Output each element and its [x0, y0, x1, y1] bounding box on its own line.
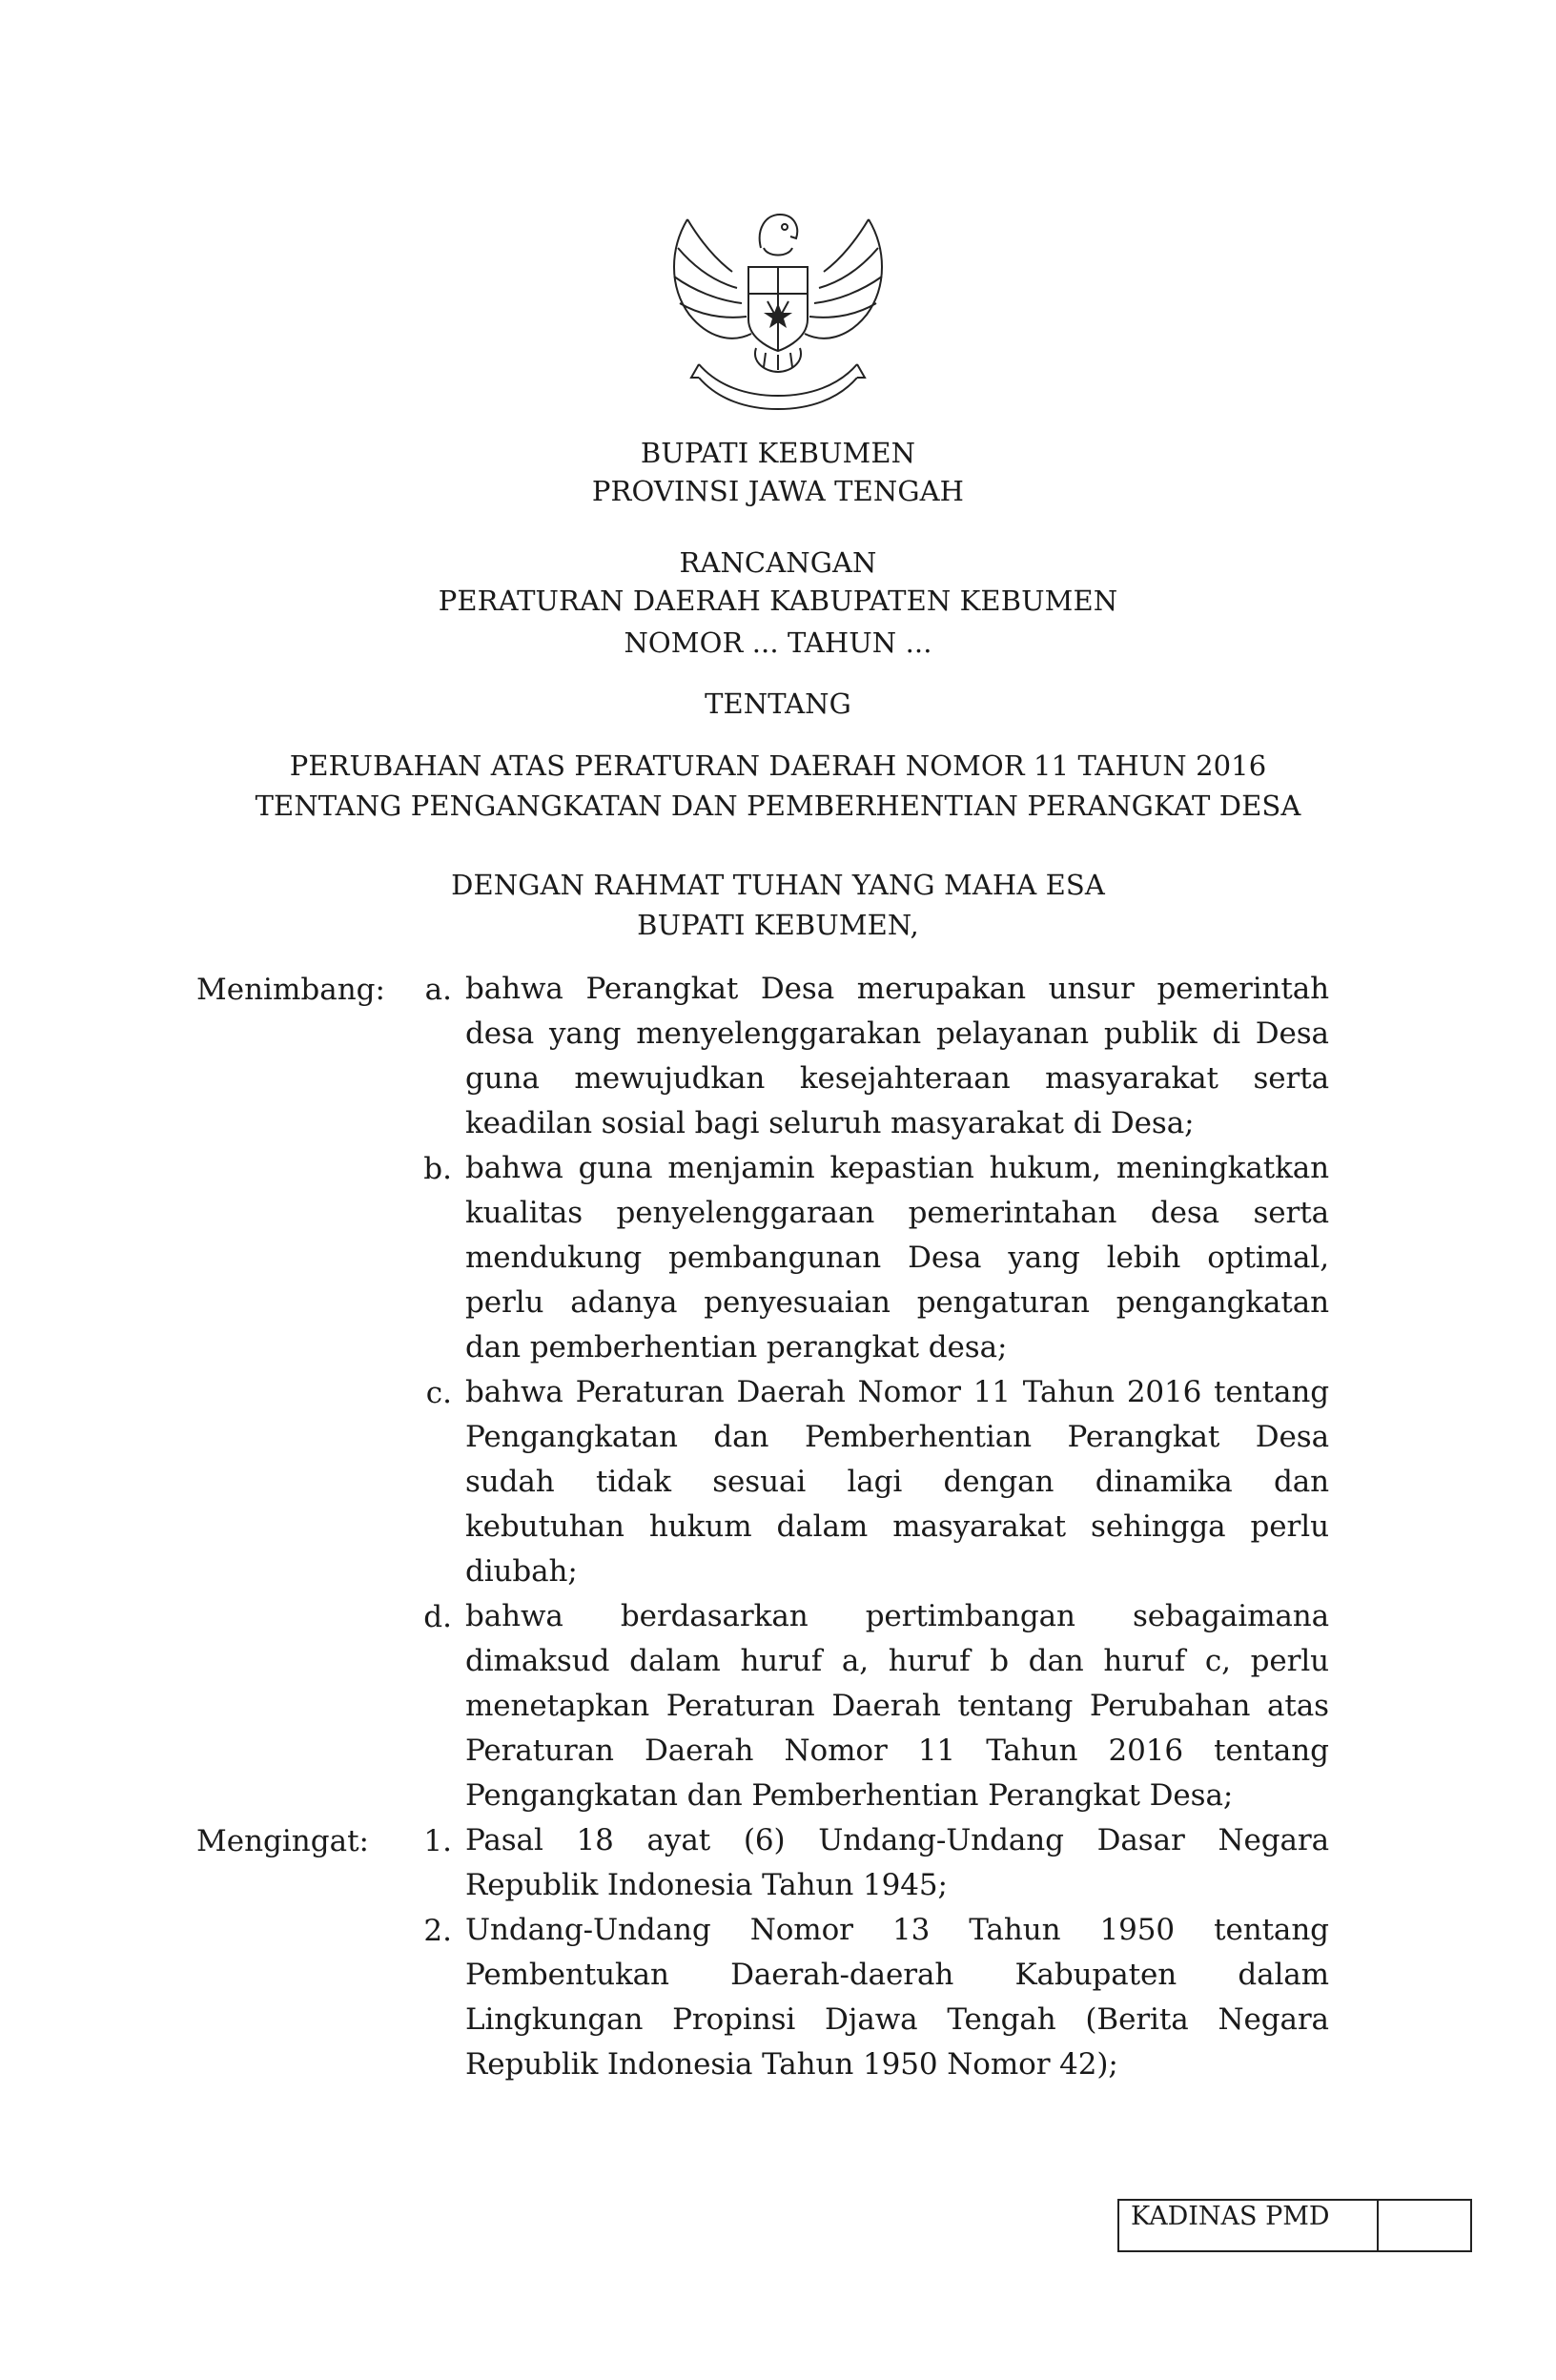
- word: yang: [549, 1016, 622, 1051]
- word: pemerintah: [1157, 972, 1329, 1006]
- word: Tahun: [969, 1913, 1061, 1947]
- word: tentang: [1214, 1734, 1329, 1768]
- text-line: [465, 1146, 1329, 1191]
- word: b: [990, 1644, 1009, 1678]
- word: kesejahteraan: [799, 1061, 1011, 1096]
- word: sesuai: [712, 1465, 807, 1499]
- word: dalam: [776, 1509, 869, 1544]
- word: Tengah: [947, 2002, 1056, 2037]
- text-line: [465, 1684, 1329, 1729]
- word: sehingga: [1091, 1509, 1226, 1544]
- word: meningkatkan: [1116, 1151, 1329, 1185]
- word: hukum: [648, 1509, 752, 1544]
- word: penyesuaian: [704, 1285, 891, 1320]
- word: dan: [1273, 1465, 1329, 1499]
- text-line: [465, 1236, 1329, 1281]
- word: Lingkungan: [465, 2002, 644, 2037]
- word: masyarakat: [1045, 1061, 1218, 1096]
- legal-basis-1: [465, 1818, 1329, 1908]
- word: pembangunan: [668, 1241, 882, 1275]
- word: tentang: [957, 1689, 1074, 1723]
- subject-line-2: TENTANG PENGANGKATAN DAN PEMBERHENTIAN PERANGKAT DESA: [255, 790, 1301, 822]
- word: Perangkat: [1067, 1420, 1220, 1454]
- text-line: [465, 1370, 1329, 1415]
- word: dalam: [629, 1644, 721, 1678]
- word: merupakan: [856, 972, 1026, 1006]
- subject-line-1: PERUBAHAN ATAS PERATURAN DAERAH NOMOR 11 TAHUN 2016: [289, 749, 1267, 782]
- approval-box: [1117, 2199, 1472, 2252]
- text-line: [465, 1594, 1329, 1639]
- word: penyelenggaraan: [616, 1196, 875, 1230]
- word: 18: [576, 1823, 614, 1857]
- word: Nomor: [784, 1734, 888, 1768]
- text-line: [465, 1281, 1329, 1325]
- text-line: [465, 1908, 1329, 1953]
- word: ayat: [646, 1823, 711, 1857]
- list-marker: b.: [423, 1152, 452, 1186]
- word: Peraturan: [465, 1734, 614, 1768]
- word: atas: [1267, 1689, 1329, 1723]
- word: serta: [1253, 1061, 1329, 1096]
- mengingat-label: Mengingat:: [196, 1824, 370, 1858]
- text-line: [465, 1415, 1329, 1460]
- word: dengan: [943, 1465, 1054, 1499]
- word: Propinsi: [672, 2002, 796, 2037]
- word: Negara: [1218, 1823, 1329, 1857]
- text-line: [465, 1953, 1329, 1998]
- word: perlu: [1250, 1509, 1329, 1544]
- word: Tahun: [986, 1734, 1078, 1768]
- word: huruf: [1103, 1644, 1186, 1678]
- word: pengaturan: [916, 1285, 1090, 1320]
- word: Peraturan: [575, 1375, 725, 1409]
- preamble-line-1: DENGAN RAHMAT TUHAN YANG MAHA ESA: [451, 869, 1105, 901]
- about-label: TENTANG: [705, 687, 851, 720]
- word: menyelenggarakan: [636, 1016, 922, 1051]
- word: bahwa: [465, 1151, 563, 1185]
- approval-box-initial-cell: [1379, 2201, 1470, 2250]
- word: Pengangkatan: [465, 1420, 678, 1454]
- word: guna: [465, 1061, 540, 1096]
- text-line: [465, 1729, 1329, 1774]
- word: kepastian: [829, 1151, 974, 1185]
- menimbang-label: Menimbang:: [196, 973, 385, 1007]
- word: mewujudkan: [574, 1061, 766, 1096]
- word: bahwa: [465, 972, 563, 1006]
- word: hukum,: [989, 1151, 1101, 1185]
- word: desa: [1150, 1196, 1220, 1230]
- garuda-emblem-icon: [661, 181, 895, 414]
- word: sudah: [465, 1465, 555, 1499]
- word: dinamika: [1095, 1465, 1233, 1499]
- word: pengangkatan: [1116, 1285, 1329, 1320]
- word: (Berita: [1085, 2002, 1189, 2037]
- word: Pemberhentian: [804, 1420, 1032, 1454]
- word: Daerah: [645, 1734, 754, 1768]
- word: dalam: [1238, 1958, 1329, 1992]
- word: bahwa: [465, 1375, 563, 1409]
- word: pelayanan: [935, 1016, 1090, 1051]
- text-line: [465, 1998, 1329, 2042]
- word: dan: [1028, 1644, 1084, 1678]
- word: dan: [713, 1420, 769, 1454]
- list-marker: a.: [424, 973, 452, 1007]
- word: sebagaimana: [1132, 1599, 1329, 1633]
- text-line: [465, 1505, 1329, 1549]
- word: Nomor: [749, 1913, 853, 1947]
- word: guna: [578, 1151, 653, 1185]
- word: pemerintahan: [908, 1196, 1117, 1230]
- word: Desa: [908, 1241, 982, 1275]
- word: desa: [465, 1016, 535, 1051]
- text-line: [465, 1818, 1329, 1863]
- word: kualitas: [465, 1196, 584, 1230]
- word: Djawa: [825, 2002, 918, 2037]
- regulation-title: PERATURAN DAERAH KABUPATEN KEBUMEN: [438, 585, 1118, 617]
- word: unsur: [1048, 972, 1135, 1006]
- text-line: [465, 967, 1329, 1012]
- legal-basis-2: [465, 1908, 1329, 2087]
- approval-box-label: KADINAS PMD: [1119, 2201, 1379, 2250]
- text-line: [465, 1057, 1329, 1101]
- word: huruf: [740, 1644, 823, 1678]
- word: adanya: [570, 1285, 678, 1320]
- word: lagi: [847, 1465, 903, 1499]
- word: Desa: [760, 972, 835, 1006]
- word: 1950: [1099, 1913, 1176, 1947]
- word: Tahun: [1022, 1375, 1115, 1409]
- text-line: [465, 1012, 1329, 1057]
- word: di: [1212, 1016, 1240, 1051]
- word: mendukung: [465, 1241, 643, 1275]
- word: 13: [891, 1913, 931, 1947]
- word: menjamin: [667, 1151, 815, 1185]
- word: yang: [1008, 1241, 1080, 1275]
- list-marker: 2.: [423, 1914, 452, 1948]
- word: kebutuhan: [465, 1509, 624, 1544]
- word: Pembentukan: [465, 1958, 669, 1992]
- word: tentang: [1214, 1913, 1329, 1947]
- consideration-d: [465, 1594, 1329, 1818]
- text-line: Republik Indonesia Tahun 1945;: [465, 1868, 948, 1902]
- word: (6): [743, 1823, 786, 1857]
- text-line: Republik Indonesia Tahun 1950 Nomor 42);: [465, 2047, 1118, 2082]
- word: Dasar: [1096, 1823, 1185, 1857]
- text-line: [465, 1460, 1329, 1505]
- word: Perubahan: [1089, 1689, 1251, 1723]
- word: 2016: [1108, 1734, 1183, 1768]
- word: perlu: [1250, 1644, 1329, 1678]
- word: c,: [1204, 1644, 1231, 1678]
- word: Pasal: [465, 1823, 543, 1857]
- word: 2016: [1126, 1375, 1202, 1409]
- word: Desa: [1255, 1016, 1329, 1051]
- word: publik: [1103, 1016, 1198, 1051]
- word: Perangkat: [585, 972, 739, 1006]
- word: Undang-Undang: [465, 1913, 711, 1947]
- word: huruf: [888, 1644, 971, 1678]
- list-marker: 1.: [423, 1824, 452, 1858]
- province-title: PROVINSI JAWA TENGAH: [591, 475, 965, 507]
- word: lebih: [1106, 1241, 1181, 1275]
- word: serta: [1253, 1196, 1329, 1230]
- regulation-number: NOMOR ... TAHUN ...: [624, 626, 932, 659]
- consideration-a: [465, 967, 1329, 1146]
- word: pertimbangan: [865, 1599, 1075, 1633]
- word: a,: [841, 1644, 870, 1678]
- word: perlu: [465, 1285, 544, 1320]
- word: masyarakat: [892, 1509, 1066, 1544]
- text-line: [465, 1191, 1329, 1236]
- text-line: dan pemberhentian perangkat desa;: [465, 1330, 1008, 1364]
- word: berdasarkan: [620, 1599, 809, 1633]
- word: Kabupaten: [1014, 1958, 1177, 1992]
- word: tidak: [595, 1465, 671, 1499]
- consideration-c: [465, 1370, 1329, 1594]
- word: Desa: [1255, 1420, 1329, 1454]
- word: Daerah: [831, 1689, 941, 1723]
- text-line: Pengangkatan dan Pemberhentian Perangkat Desa;: [465, 1778, 1234, 1813]
- list-marker: c.: [425, 1376, 452, 1410]
- word: dimaksud: [465, 1644, 610, 1678]
- word: 11: [917, 1734, 956, 1768]
- text-line: diubah;: [465, 1554, 578, 1589]
- text-line: keadilan sosial bagi seluruh masyarakat di Desa;: [465, 1106, 1195, 1140]
- word: Negara: [1218, 2002, 1329, 2037]
- list-marker: d.: [423, 1600, 452, 1634]
- word: 11: [972, 1375, 1011, 1409]
- consideration-b: [465, 1146, 1329, 1370]
- regent-title: BUPATI KEBUMEN: [640, 437, 916, 469]
- word: Undang-Undang: [818, 1823, 1064, 1857]
- word: Daerah: [736, 1375, 846, 1409]
- word: optimal,: [1207, 1241, 1329, 1275]
- word: Daerah-daerah: [730, 1958, 954, 1992]
- text-line: [465, 1639, 1329, 1684]
- word: menetapkan: [465, 1689, 650, 1723]
- preamble-line-2: BUPATI KEBUMEN,: [637, 909, 919, 941]
- word: bahwa: [465, 1599, 563, 1633]
- draft-label: RANCANGAN: [679, 546, 877, 579]
- word: Nomor: [857, 1375, 961, 1409]
- word: tentang: [1214, 1375, 1329, 1409]
- word: Peraturan: [665, 1689, 815, 1723]
